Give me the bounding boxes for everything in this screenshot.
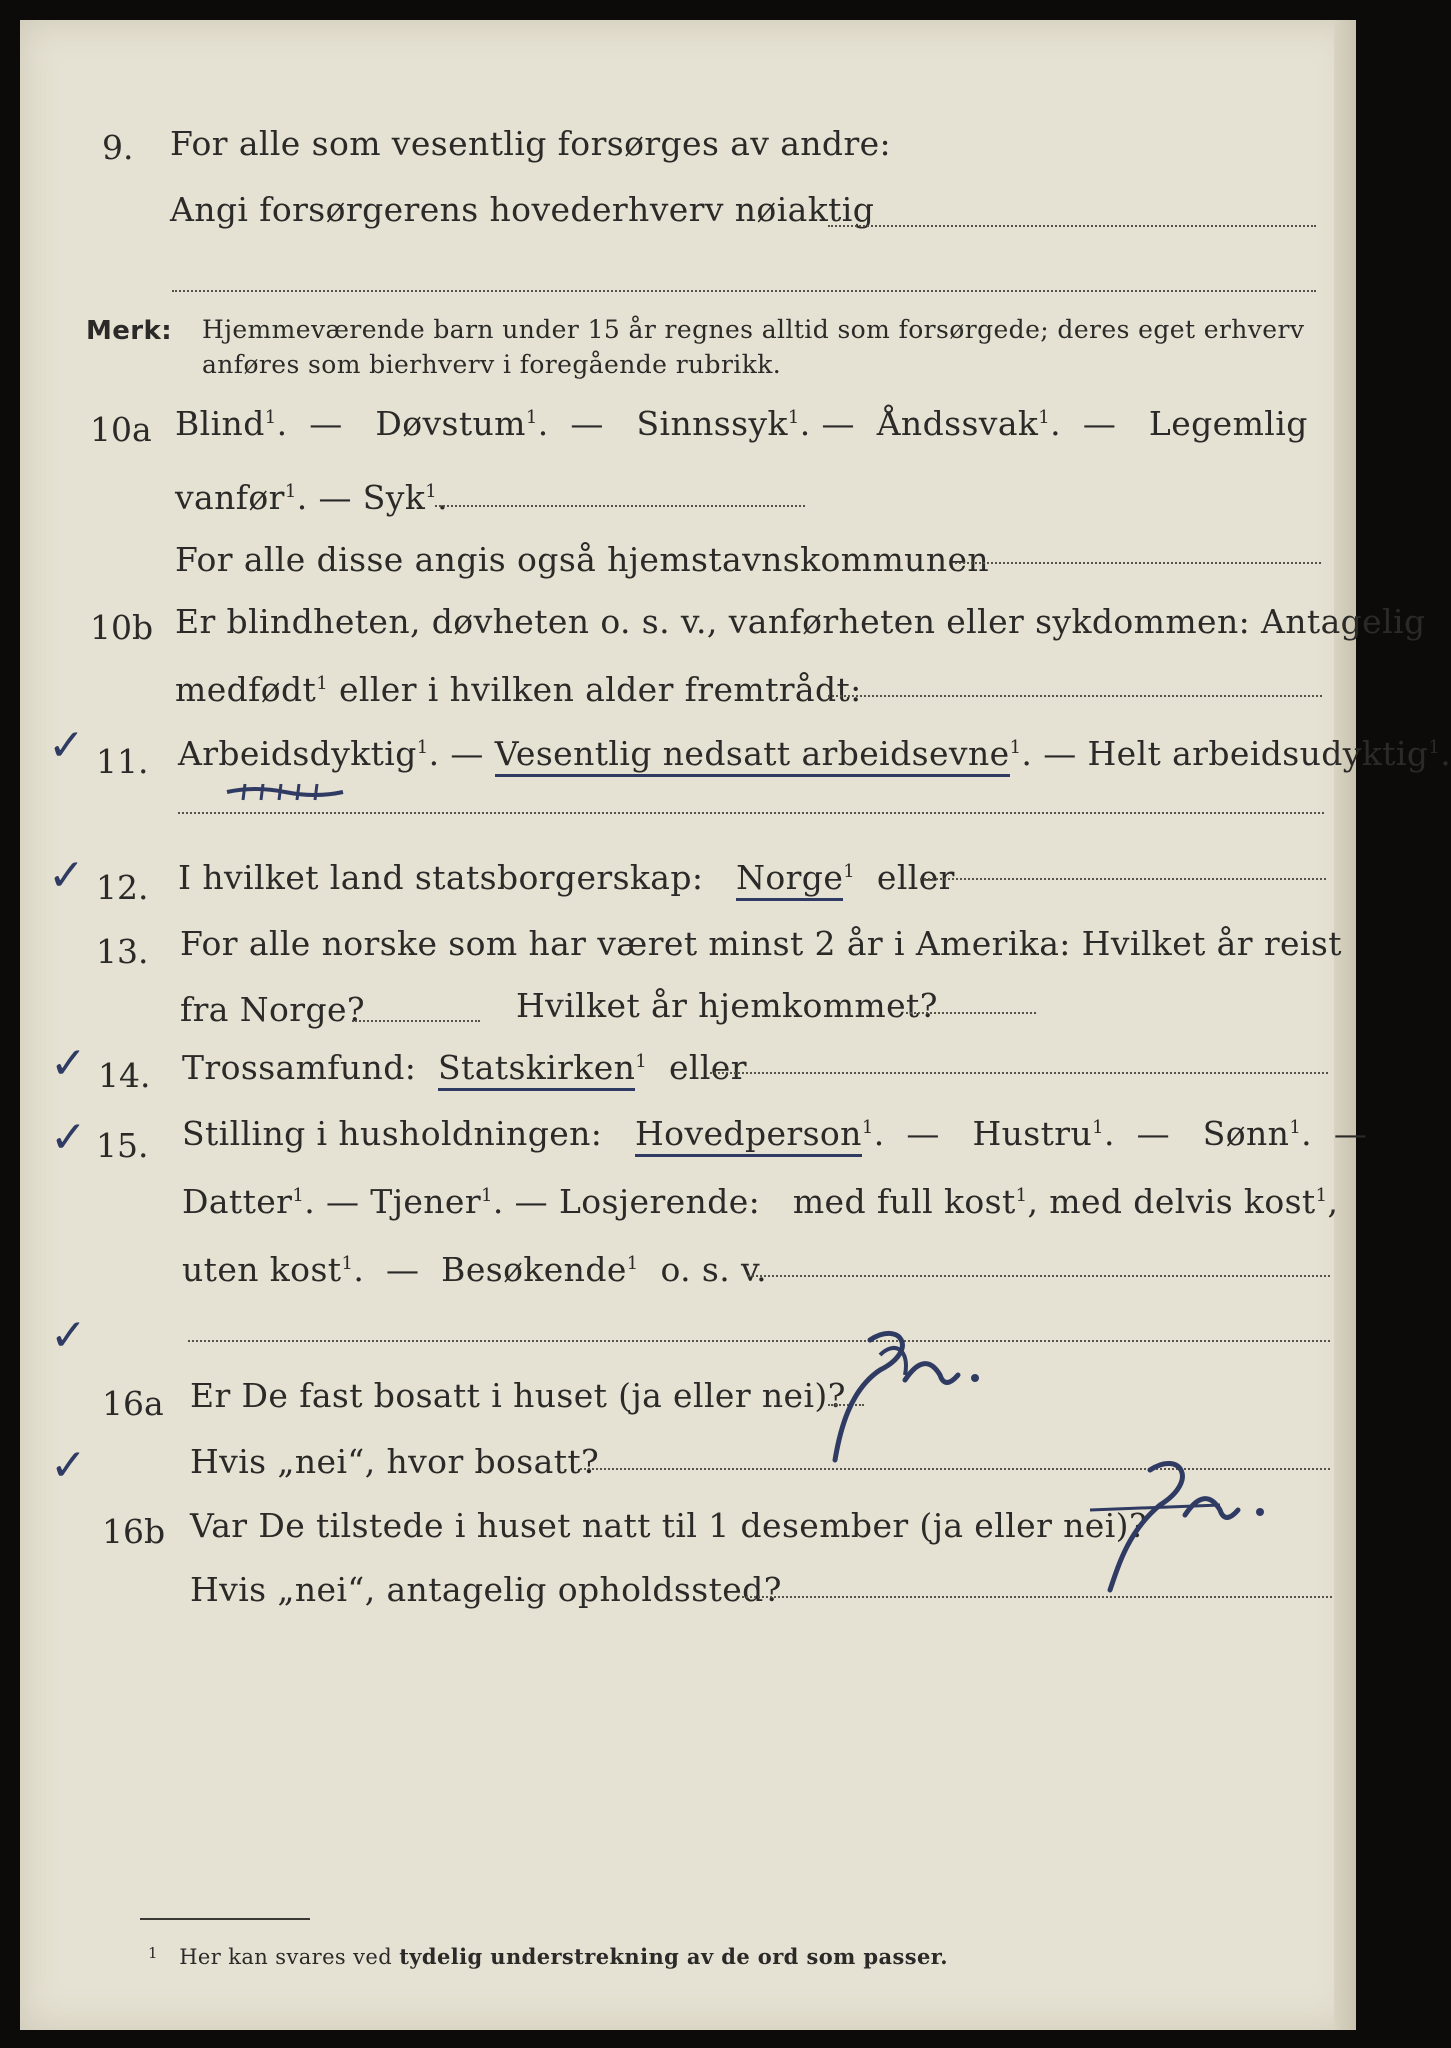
opt-full-kost: med full kost — [792, 1182, 1016, 1221]
check-mark-12: ✓ — [48, 850, 85, 901]
q15-line1: Stilling i husholdningen: Hovedperson$^1$. — Hustru$^1$. — Sønn$^1$. — — [182, 1114, 1367, 1153]
opt-helt-udyktig: Helt arbeidsudyktig — [1087, 734, 1429, 773]
opt-blind: Blind — [175, 404, 265, 443]
q16a-number: 16a — [102, 1384, 164, 1423]
opt-delvis-kost: med delvis kost — [1049, 1182, 1316, 1221]
q10a-answer-line — [435, 505, 805, 507]
q12-answer-line — [920, 878, 1326, 880]
q16a-line2: Hvis „nei“, hvor bosatt? — [190, 1442, 600, 1481]
opt-uten-kost: uten kost — [182, 1250, 342, 1289]
q16a-handwritten-answer — [810, 1320, 990, 1480]
check-mark-16a: ✓ — [50, 1310, 87, 1361]
check-mark-11: ✓ — [48, 720, 85, 771]
opt-dovstum: Døvstum — [375, 404, 526, 443]
q13-hjem: Hvilket år hjemkommet? — [516, 986, 938, 1025]
q16b-nei-line — [742, 1596, 1332, 1598]
q16b-handwritten-answer — [1070, 1450, 1280, 1600]
q13-fra: fra Norge? — [180, 990, 366, 1029]
opt-syk: Syk — [362, 478, 426, 517]
q14-number: 14. — [98, 1056, 151, 1095]
q13-year-left-line — [352, 1020, 480, 1022]
q13-line1: For alle norske som har været minst 2 år i Amerika: Hvilket år reist — [180, 924, 1342, 963]
q15-number: 15. — [96, 1126, 149, 1165]
opt-legemlig: Legemlig — [1148, 404, 1308, 443]
q10a-line1: Blind$^1$. — Døvstum$^1$. — Sinnssyk$^1$. — Åndssvak$^1$. — Legemlig — [175, 404, 1308, 443]
census-form-page — [20, 20, 1451, 2030]
check-mark-16b: ✓ — [50, 1440, 87, 1491]
q11-answer-line — [178, 812, 1324, 814]
opt-hustru: Hustru — [972, 1114, 1093, 1153]
opt-sonn: Sønn — [1202, 1114, 1290, 1153]
q10a-hjemstavn: For alle disse angis også hjemstavnskommunen — [175, 540, 990, 579]
q13-year-home-line — [906, 1012, 1036, 1014]
opt-tjener: Tjener — [370, 1182, 482, 1221]
q10a-line2: vanfør$^1$. — Syk$^1$. — [175, 478, 448, 517]
opt-hovedperson: Hovedperson — [635, 1114, 862, 1157]
q16b-line1: Var De tilstede i huset natt til 1 desember (ja eller nei)? — [190, 1506, 1148, 1545]
strikeout-scribble — [225, 782, 345, 802]
q16b-number: 16b — [102, 1512, 166, 1551]
q14-line: Trossamfund: Statskirken$^1$ eller — [182, 1048, 747, 1087]
q16a-line1: Er De fast bosatt i huset (ja eller nei)? — [190, 1376, 846, 1415]
opt-vanfor: vanfør — [175, 478, 285, 517]
opt-norge: Norge — [736, 858, 843, 901]
opt-vesentlig-nedsatt: Vesentlig nedsatt arbeidsevne — [495, 734, 1010, 777]
q10b-line1: Er blindheten, døvheten o. s. v., vanførheten eller sykdommen: Antagelig — [175, 602, 1426, 641]
q15-line2: Datter$^1$. — Tjener$^1$. — Losjerende: med full kost$^1$, med delvis kost$^1$, — [182, 1182, 1339, 1221]
q11-number: 11. — [96, 742, 149, 781]
q10b-answer-line — [828, 695, 1322, 697]
q9-line2: Angi forsørgerens hovederhverv nøiaktig — [170, 190, 875, 229]
q10b-line2: medfødt$^1$ eller i hvilken alder fremtrådt: — [175, 670, 862, 709]
merk-label: Merk: — [86, 316, 173, 346]
q12-line: I hvilket land statsborgerskap: Norge$^1$ eller — [178, 858, 955, 897]
q9-line1: For alle som vesentlig forsørges av andre: — [170, 124, 892, 163]
q12-number: 12. — [96, 868, 149, 907]
q9-answer-line-2 — [172, 290, 1316, 292]
footnote: $^1$ Her kan svares ved tydelig understrekning av de ord som passer. — [148, 1944, 948, 1969]
q16b-line2: Hvis „nei“, antagelig opholdssted? — [190, 1570, 782, 1609]
opt-datter: Datter — [182, 1182, 293, 1221]
opt-statskirken: Statskirken — [438, 1048, 635, 1091]
opt-medfodt: medfødt — [175, 670, 317, 709]
q15-line3: uten kost$^1$. — Besøkende$^1$ o. s. v. — [182, 1250, 768, 1289]
q9-answer-line — [828, 225, 1316, 227]
footnote-rule — [140, 1918, 310, 1920]
q13-number: 13. — [96, 932, 149, 971]
q14-answer-line — [710, 1072, 1328, 1074]
opt-sinnssyk: Sinnssyk — [636, 404, 788, 443]
check-mark-15: ✓ — [50, 1112, 87, 1163]
merk-line2: anføres som bierhverv i foregående rubrikk. — [202, 350, 782, 379]
merk-line1: Hjemmeværende barn under 15 år regnes alltid som forsørgede; deres eget erhverv — [202, 315, 1305, 344]
opt-besokende: Besøkende — [441, 1250, 627, 1289]
check-mark-14: ✓ — [50, 1038, 87, 1089]
opt-andssvak: Åndssvak — [876, 404, 1039, 443]
q15-answer-line — [748, 1275, 1330, 1277]
opt-arbeidsdyktig: Arbeidsdyktig — [178, 734, 417, 773]
q11-line: Arbeidsdyktig$^1$. — Vesentlig nedsatt arbeidsevne$^1$. — Helt arbeidsudyktig$^1$. — [178, 734, 1451, 773]
q10a-hjemstavn-line — [955, 562, 1321, 564]
q10a-number: 10a — [90, 410, 152, 449]
q15-answer-line-2 — [188, 1340, 1330, 1342]
q10b-number: 10b — [90, 608, 154, 647]
q9-number: 9. — [102, 128, 134, 167]
page-edge — [1334, 20, 1356, 2030]
